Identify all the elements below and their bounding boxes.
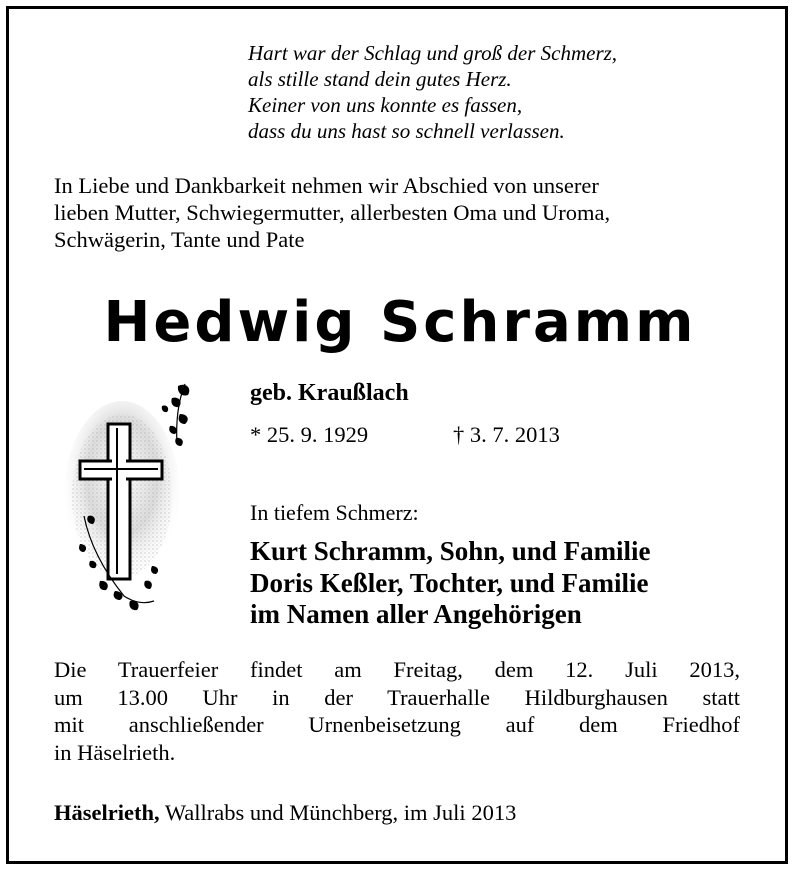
funeral-line: in Häselrieth. (54, 739, 176, 765)
place-bold: Häselrieth, (54, 800, 160, 825)
intro-text (54, 172, 750, 253)
funeral-line: mit anschließender Urnenbeisetzung auf dem Friedhof (54, 712, 740, 737)
birth-date: * 25. 9. 1929 (250, 422, 369, 447)
mourner-line: im Namen aller Angehörigen (250, 599, 582, 629)
mourners-list (250, 536, 651, 631)
mourner-line: Kurt Schramm, Sohn, und Familie (250, 536, 651, 566)
funeral-line: Die Trauerfeier findet am Freitag, dem 12. Juli 2013, (54, 657, 740, 682)
poem-line: dass du uns hast so schnell verlassen. (248, 119, 565, 143)
intro-line: Schwägerin, Tante und Pate (54, 227, 305, 252)
mourner-line: Doris Keßler, Tochter, und Familie (250, 567, 649, 598)
death-date: † 3. 7. 2013 (453, 422, 560, 447)
funeral-line: um 13.00 Uhr in der Trauerhalle Hildburghausen statt (54, 684, 740, 710)
place-rest: Wallrabs und Münchberg, im Juli 2013 (159, 800, 517, 825)
poem-line: als stille stand dein gutes Herz. (248, 67, 512, 91)
place-and-date (54, 800, 516, 826)
deceased-name: Hedwig Schramm (103, 290, 697, 355)
grief-label: In tiefem Schmerz: (250, 500, 419, 525)
intro-line: lieben Mutter, Schwiegermutter, allerbesten Oma und Uroma, (54, 200, 611, 225)
intro-line: In Liebe und Dankbarkeit nehmen wir Abschied von unserer (54, 173, 599, 198)
cross-with-ivy-icon (60, 376, 210, 626)
birth-name: geb. Kraußlach (250, 380, 409, 406)
poem-line: Hart war der Schlag und groß der Schmerz, (248, 41, 618, 65)
funeral-info (54, 656, 740, 766)
life-dates (250, 422, 560, 448)
poem (248, 40, 617, 144)
poem-line: Keiner von uns konnte es fassen, (248, 93, 523, 117)
